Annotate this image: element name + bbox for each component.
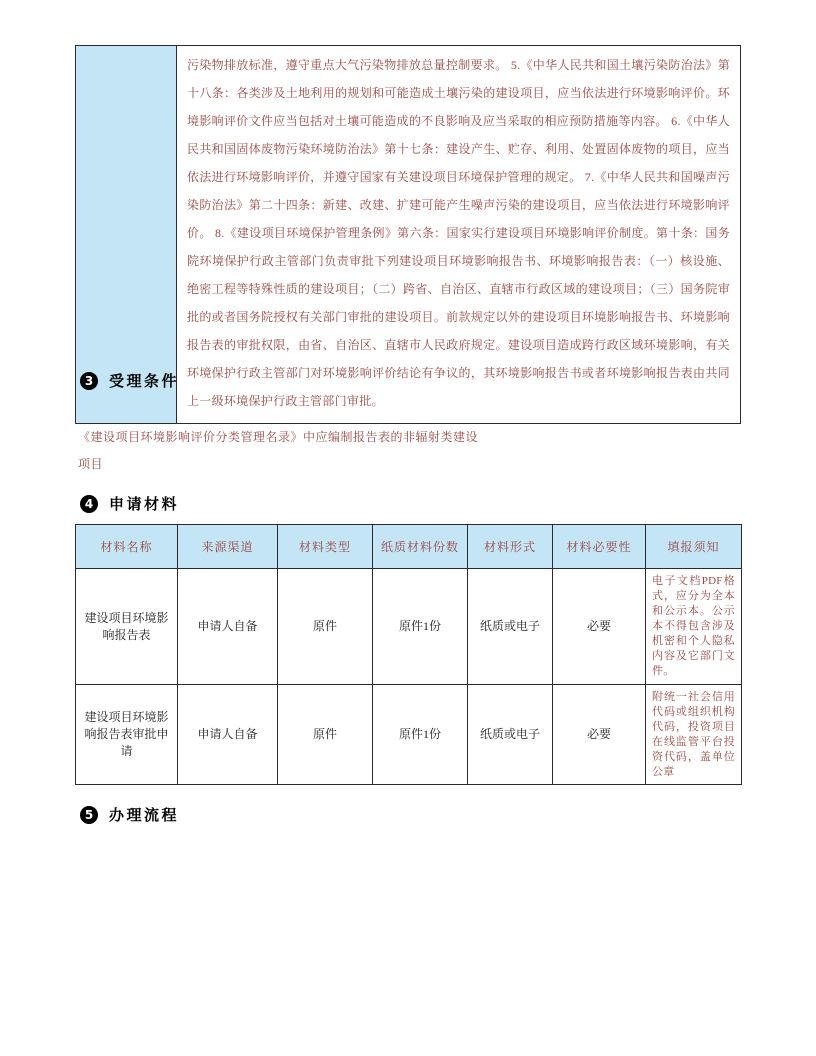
- cell-material-necessity: 必要: [553, 685, 646, 785]
- section-number-3-icon: 3: [80, 372, 98, 390]
- cell-source-channel: 申请人自备: [178, 569, 278, 685]
- header-material-form: 材料形式: [468, 525, 553, 569]
- acceptance-condition-line2: 项目: [78, 457, 104, 471]
- cell-material-necessity: 必要: [553, 569, 646, 685]
- cell-material-form: 纸质或电子: [468, 685, 553, 785]
- cell-paper-copies: 原件1份: [373, 685, 468, 785]
- materials-table: [75, 524, 742, 785]
- legal-basis-table: [75, 45, 741, 424]
- header-material-name: 材料名称: [76, 525, 178, 569]
- cell-material-name: 建设项目环境影响报告表: [76, 569, 178, 685]
- header-material-type: 材料类型: [278, 525, 373, 569]
- header-source-channel: 来源渠道: [178, 525, 278, 569]
- cell-filing-notes: 附统一社会信用代码或组织机构代码，投资项目在线监管平台投资代码，盖单位公章: [646, 685, 742, 785]
- section-number-4-icon: 4: [80, 495, 98, 513]
- cell-material-form: 纸质或电子: [468, 569, 553, 685]
- cell-material-name: 建设项目环境影响报告表审批申请: [76, 685, 178, 785]
- section-materials-title: 申请材料: [109, 497, 180, 513]
- section-process-heading: [80, 804, 179, 825]
- cell-source-channel: 申请人自备: [178, 685, 278, 785]
- acceptance-condition-text: [78, 424, 498, 478]
- materials-header-row: [76, 525, 742, 569]
- section-process-title: 办理流程: [109, 808, 180, 824]
- legal-basis-text: 污染物排放标准，遵守重点大气污染物排放总量控制要求。 5.《中华人民共和国土壤污染防治法》第十八条：各类涉及土地利用的规划和可能造成土壤污染的建设项目，应当依法进行环境影响评价。环境影响评价文件应当包括对土壤可能造成的不良影响及应当采取的相应预防措施等内容。 6.《中华人民共和国固体废物污染环境防治法》第十七条：建设产生、贮存、利用、处置固体废物的项目，应当依法进行环境影响评价，并遵守国家有关建设项目环境保护管理的规定。 7.《中华人民共和国噪声污染防治法》第二十四条：新建、改建、扩建可能产生噪声污染的建设项目，应当依法进行环境影响评价。 8.《建设项目环境保护管理条例》第六条：国家实行建设项目环境影响评价制度。第十条：国务院环境保护行政主管部门负责审批下列建设项目环境影响报告书、环境影响报告表：（一）核设施、绝密工程等特殊性质的建设项目；（二）跨省、自治区、直辖市行政区域的建设项目；（三）国务院审批的或者国务院授权有关部门审批的建设项目。前款规定以外的建设项目环境影响报告书、环境影响报告表的审批权限，由省、自治区、直辖市人民政府规定。建设项目造成跨行政区域环境影响，有关环境保护行政主管部门对环境影响评价结论有争议的，其环境影响报告书或者环境影响报告表由共同上一级环境保护行政主管部门审批。: [187, 58, 730, 408]
- cell-paper-copies: 原件1份: [373, 569, 468, 685]
- cell-material-type: 原件: [278, 569, 373, 685]
- acceptance-condition-line1: 《建设项目环境影响评价分类管理名录》中应编制报告表的非辐射类建设: [78, 430, 479, 444]
- header-paper-copies: 纸质材料份数: [373, 525, 468, 569]
- legal-basis-label-cell: [76, 46, 180, 423]
- section-acceptance-heading: [80, 370, 179, 391]
- header-material-necessity: 材料必要性: [553, 525, 646, 569]
- section-acceptance-title: 受理条件: [109, 374, 180, 390]
- section-number-5-icon: 5: [80, 806, 98, 824]
- section-materials-heading: [80, 493, 179, 514]
- cell-filing-notes: 电子文档PDF格式，应分为全本和公示本。公示本不得包含涉及机密和个人隐私内容及它部门文件。: [646, 569, 742, 685]
- header-filing-notes: 填报须知: [646, 525, 742, 569]
- cell-material-type: 原件: [278, 685, 373, 785]
- table-row: [76, 685, 742, 785]
- table-row: [76, 569, 742, 685]
